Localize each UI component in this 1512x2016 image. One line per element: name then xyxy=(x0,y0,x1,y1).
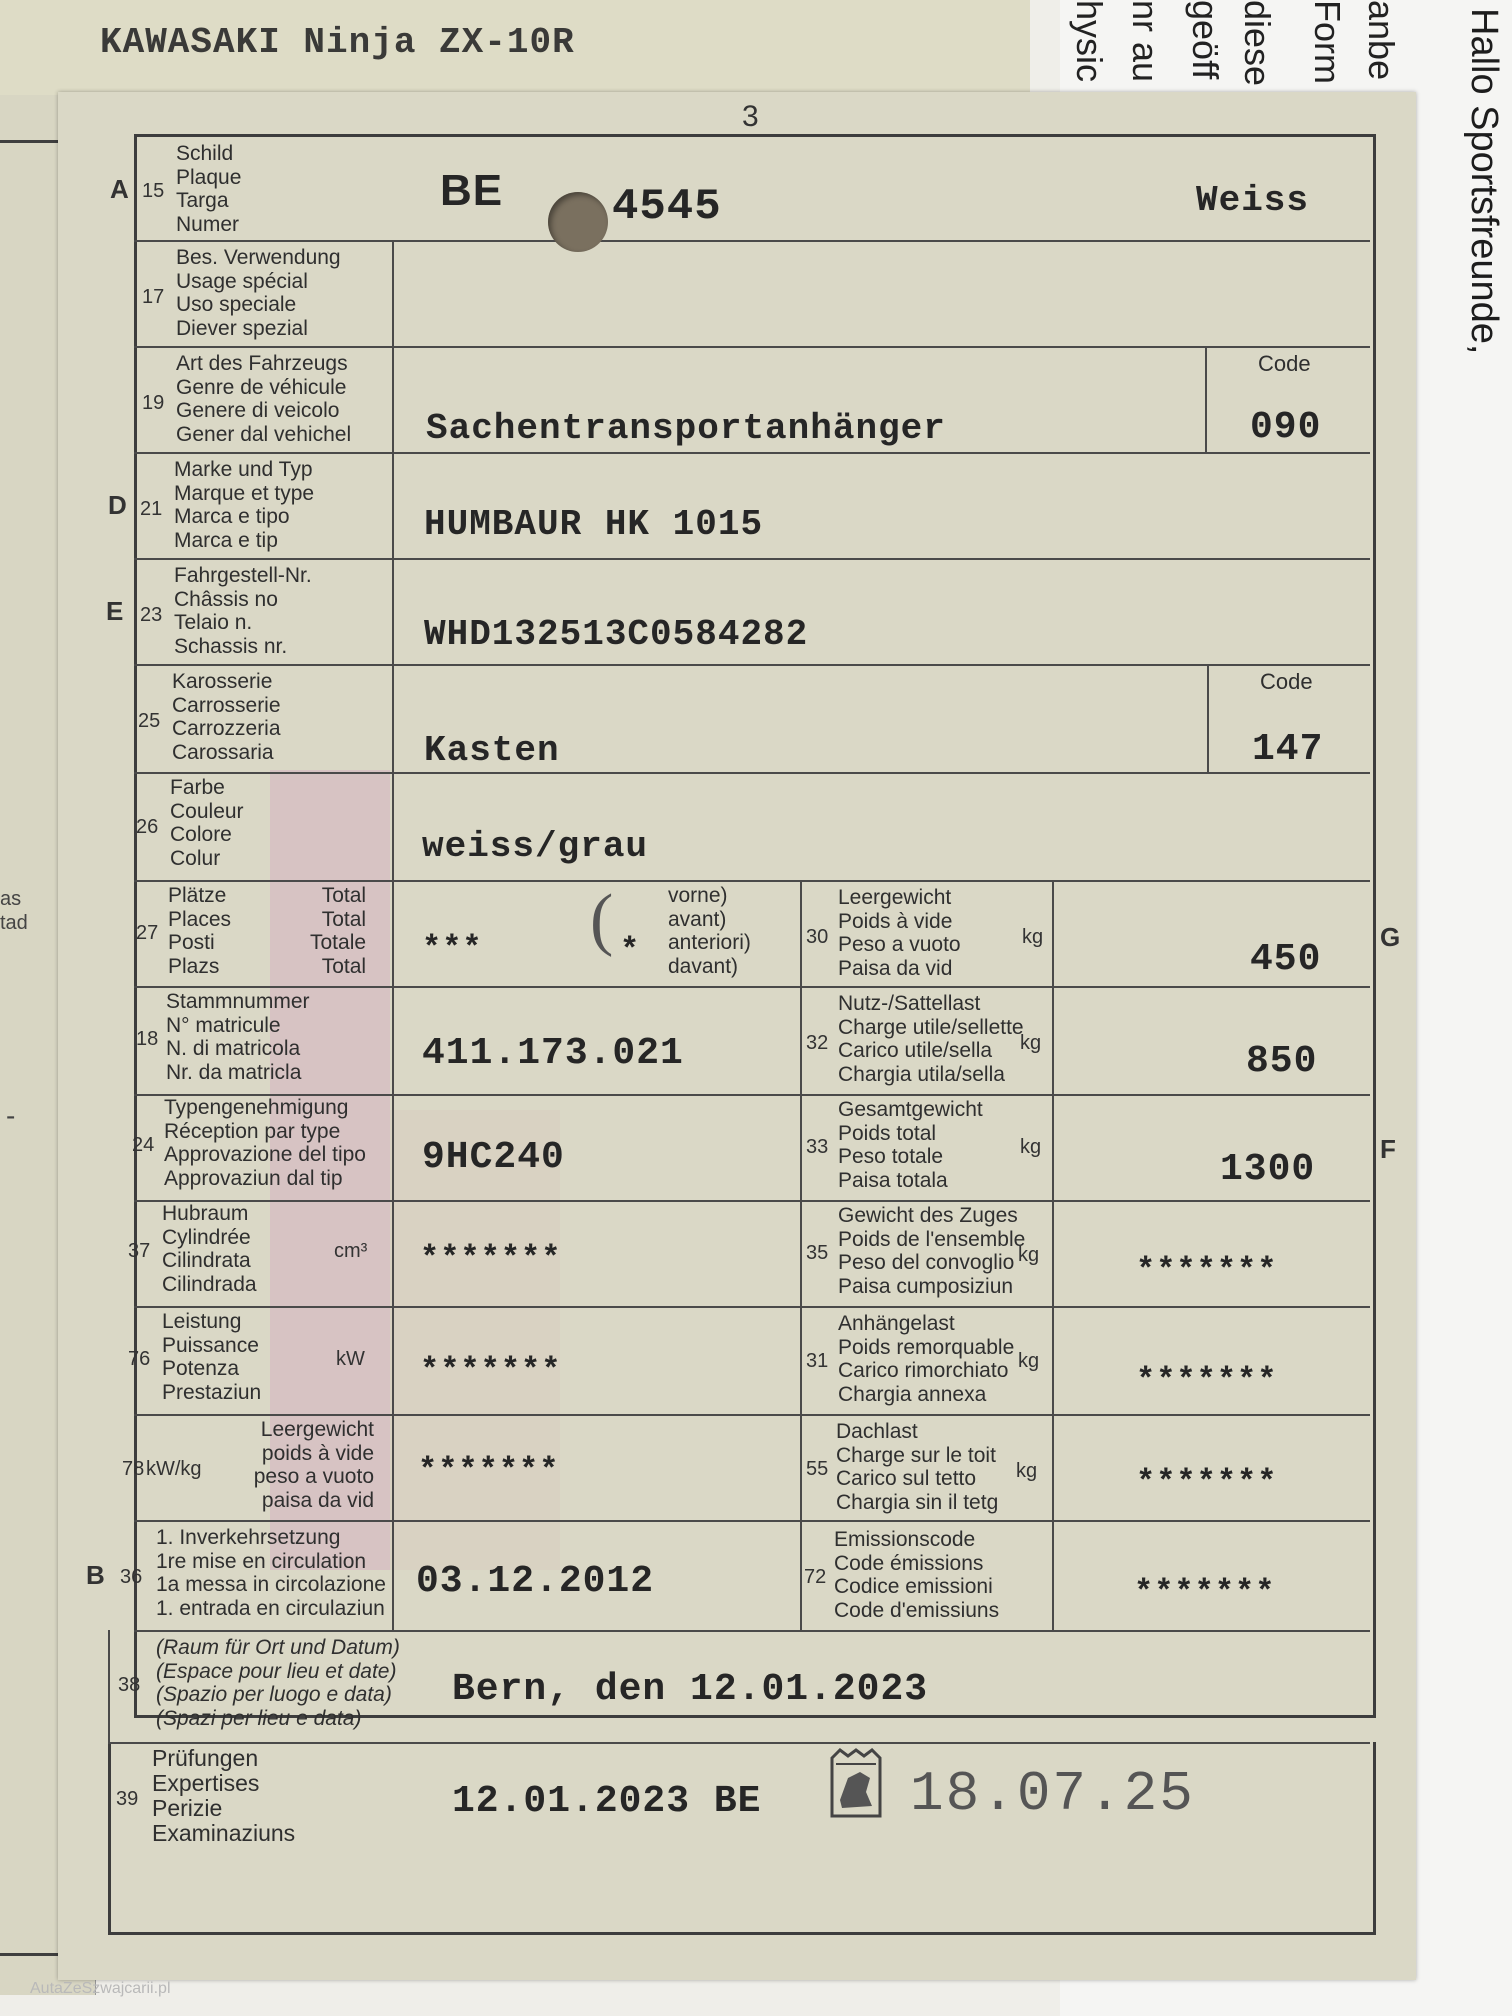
power-ratio-value: ******* xyxy=(418,1452,560,1489)
inspections-label: Prüfungen Expertises Perizie Examinaziuns xyxy=(152,1745,296,1846)
unit-kg: kg xyxy=(1020,1136,1042,1158)
field-number: 55 xyxy=(806,1458,829,1480)
field-number: 31 xyxy=(806,1350,829,1372)
letter-line: Form xyxy=(1307,0,1348,84)
side-letter-e: E xyxy=(106,596,124,626)
roof-load-value: ******* xyxy=(1136,1464,1278,1501)
power-label: Leistung Puissance Potenza Prestaziun xyxy=(162,1310,262,1404)
letter-greeting: Hallo Sportsfreunde, xyxy=(1463,8,1505,355)
field-number: 18 xyxy=(136,1028,159,1050)
inspection-value: 12.01.2023 BE xyxy=(452,1780,762,1823)
displacement-label: Hubraum Cylindrée Cilindrata Cilindrada xyxy=(162,1202,257,1296)
field-number: 19 xyxy=(142,392,165,414)
seats-front-value: * xyxy=(620,932,641,969)
plate-number: 4545 xyxy=(612,182,722,232)
left-fragment: - xyxy=(6,1100,16,1131)
chassis-value: WHD132513C0584282 xyxy=(424,614,809,655)
place-date-label: (Raum für Ort und Datum) (Espace pour lieu et date) (Spazio per luogo e data) (Spazi per lieu e data) xyxy=(156,1636,400,1730)
unit-kg: kg xyxy=(1020,1032,1042,1054)
side-letter-d: D xyxy=(108,490,127,520)
colour-label: Farbe Couleur Colore Colur xyxy=(170,776,244,870)
body-code: 147 xyxy=(1252,728,1324,771)
unit-kg: kg xyxy=(1018,1244,1040,1266)
payload-value: 850 xyxy=(1246,1040,1318,1083)
field-number: 33 xyxy=(806,1136,829,1158)
letter-line: hysic xyxy=(1069,0,1110,83)
field-number: 25 xyxy=(138,710,161,732)
plate-canton: BE xyxy=(440,166,504,215)
colour-value: weiss/grau xyxy=(422,826,649,867)
plate-label: Schild Plaque Targa Numer xyxy=(176,142,242,236)
vehicle-type-value: Sachentransportanhänger xyxy=(426,408,946,449)
left-fragment: as xyxy=(0,888,22,910)
unit-cm3: cm³ xyxy=(334,1240,368,1262)
chassis-label: Fahrgestell-Nr. Châssis no Telaio n. Schassis nr. xyxy=(174,564,312,658)
left-page-frame xyxy=(0,140,61,1956)
special-use-label: Bes. Verwendung Usage spécial Uso speciale Diever spezial xyxy=(176,246,341,340)
field-number: 15 xyxy=(142,180,165,202)
side-letter-g: G xyxy=(1380,922,1401,952)
field-number: 23 xyxy=(140,604,163,626)
matriculation-label: Stammnummer N° matricule N. di matricola Nr. da matricla xyxy=(166,990,310,1084)
seats-front-label: vorne) avant) anteriori) davant) xyxy=(668,884,751,978)
displacement-value: ******* xyxy=(420,1240,562,1277)
first-registration-value: 03.12.2012 xyxy=(416,1560,655,1603)
side-letter-a: A xyxy=(110,174,129,204)
unit-kg: kg xyxy=(1018,1350,1040,1372)
unit-kg: kg xyxy=(1016,1460,1038,1482)
letter-line: geöff xyxy=(1185,0,1226,80)
side-letter-b: B xyxy=(86,1560,105,1590)
matriculation-value: 411.173.021 xyxy=(422,1032,684,1075)
field-number: 35 xyxy=(806,1242,829,1264)
emission-code-label: Emissionscode Code émissions Codice emissioni Code d'emissiuns xyxy=(834,1528,1000,1622)
left-fragment: tad xyxy=(0,912,28,934)
trailer-load-value: ******* xyxy=(1136,1362,1278,1399)
side-letter-f: F xyxy=(1380,1134,1396,1164)
bracket: ( xyxy=(590,881,614,958)
make-label: Marke und Typ Marque et type Marca e tipo Marca e tip xyxy=(174,458,315,552)
field-number: 32 xyxy=(806,1032,829,1054)
field-number: 37 xyxy=(128,1240,151,1262)
emission-code-value: ******* xyxy=(1134,1574,1276,1611)
roof-load-label: Dachlast Charge sur le toit Carico sul tetto Chargia sin il tetg xyxy=(836,1420,999,1514)
power-ratio-label: Leergewicht poids à vide peso a vuoto paisa da vid xyxy=(253,1418,374,1512)
letter-line: diese xyxy=(1237,0,1278,87)
vehicle-type-label: Art des Fahrzeugs Genre de véhicule Genere di veicolo Gener dal vehichel xyxy=(176,352,352,446)
field-number: 39 xyxy=(116,1788,139,1810)
body-label: Karosserie Carrosserie Carrozzeria Carossaria xyxy=(172,670,281,764)
field-number: 76 xyxy=(128,1348,151,1370)
make-value: HUMBAUR HK 1015 xyxy=(424,504,764,545)
letter-line: nr au xyxy=(1125,0,1166,83)
background-document-title: KAWASAKI Ninja ZX-10R xyxy=(100,22,575,63)
empty-weight-value: 450 xyxy=(1250,938,1322,981)
field-number: 36 xyxy=(120,1566,143,1588)
bern-bear-stamp-icon xyxy=(830,1748,882,1818)
unit-kw: kW xyxy=(336,1348,365,1370)
field-number: 21 xyxy=(140,498,163,520)
train-weight-value: ******* xyxy=(1136,1252,1278,1289)
unit-kw-kg: kW/kg xyxy=(146,1458,202,1480)
train-weight-label: Gewicht des Zuges Poids de l'ensemble Peso del convoglio Paisa cumposiziun xyxy=(838,1204,1026,1298)
field-number: 27 xyxy=(136,922,159,944)
type-approval-value: 9HC240 xyxy=(422,1136,565,1179)
plate-color: Weiss xyxy=(1196,180,1310,221)
field-number: 26 xyxy=(136,816,159,838)
letter-line: anbe xyxy=(1361,0,1402,81)
trailer-load-label: Anhängelast Poids remorquable Carico rimorchiato Chargia annexa xyxy=(838,1312,1015,1406)
vehicle-type-code: 090 xyxy=(1250,406,1322,449)
power-value: ******* xyxy=(420,1352,562,1389)
field-number: 30 xyxy=(806,926,829,948)
inspection-stamp-date: 18.07.25 xyxy=(910,1762,1195,1826)
code-label: Code xyxy=(1258,351,1311,376)
body-value: Kasten xyxy=(424,730,560,771)
total-weight-value: 1300 xyxy=(1220,1148,1316,1191)
field-number: 17 xyxy=(142,286,165,308)
type-approval-label: Typengenehmigung Réception par type Approvazione del tipo Approvaziun dal tip xyxy=(164,1096,366,1190)
code-label: Code xyxy=(1260,669,1313,694)
page-number: 3 xyxy=(742,100,759,133)
seats-value: *** xyxy=(422,930,483,967)
punch-hole xyxy=(548,192,608,252)
field-number: 78 xyxy=(122,1458,145,1480)
watermark: AutaZeSzwajcarii.pl xyxy=(30,1980,171,1997)
empty-weight-label: Leergewicht Poids à vide Peso a vuoto Paisa da vid xyxy=(838,886,961,980)
field-number: 38 xyxy=(118,1674,141,1696)
seats-label: Plätze Places Posti Plazs xyxy=(168,884,232,978)
place-date-value: Bern, den 12.01.2023 xyxy=(452,1668,929,1711)
seats-total-label: Total Total Totale Total xyxy=(310,884,367,978)
field-number: 72 xyxy=(804,1566,827,1588)
first-registration-label: 1. Inverkehrsetzung 1re mise en circulation 1a messa in circolazione 1. entrada en circulaziun xyxy=(156,1526,386,1620)
unit-kg: kg xyxy=(1022,926,1044,948)
payload-label: Nutz-/Sattellast Charge utile/sellette Carico utile/sella Chargia utila/sella xyxy=(838,992,1024,1086)
total-weight-label: Gesamtgewicht Poids total Peso totale Paisa totala xyxy=(838,1098,983,1192)
field-number: 24 xyxy=(132,1134,155,1156)
